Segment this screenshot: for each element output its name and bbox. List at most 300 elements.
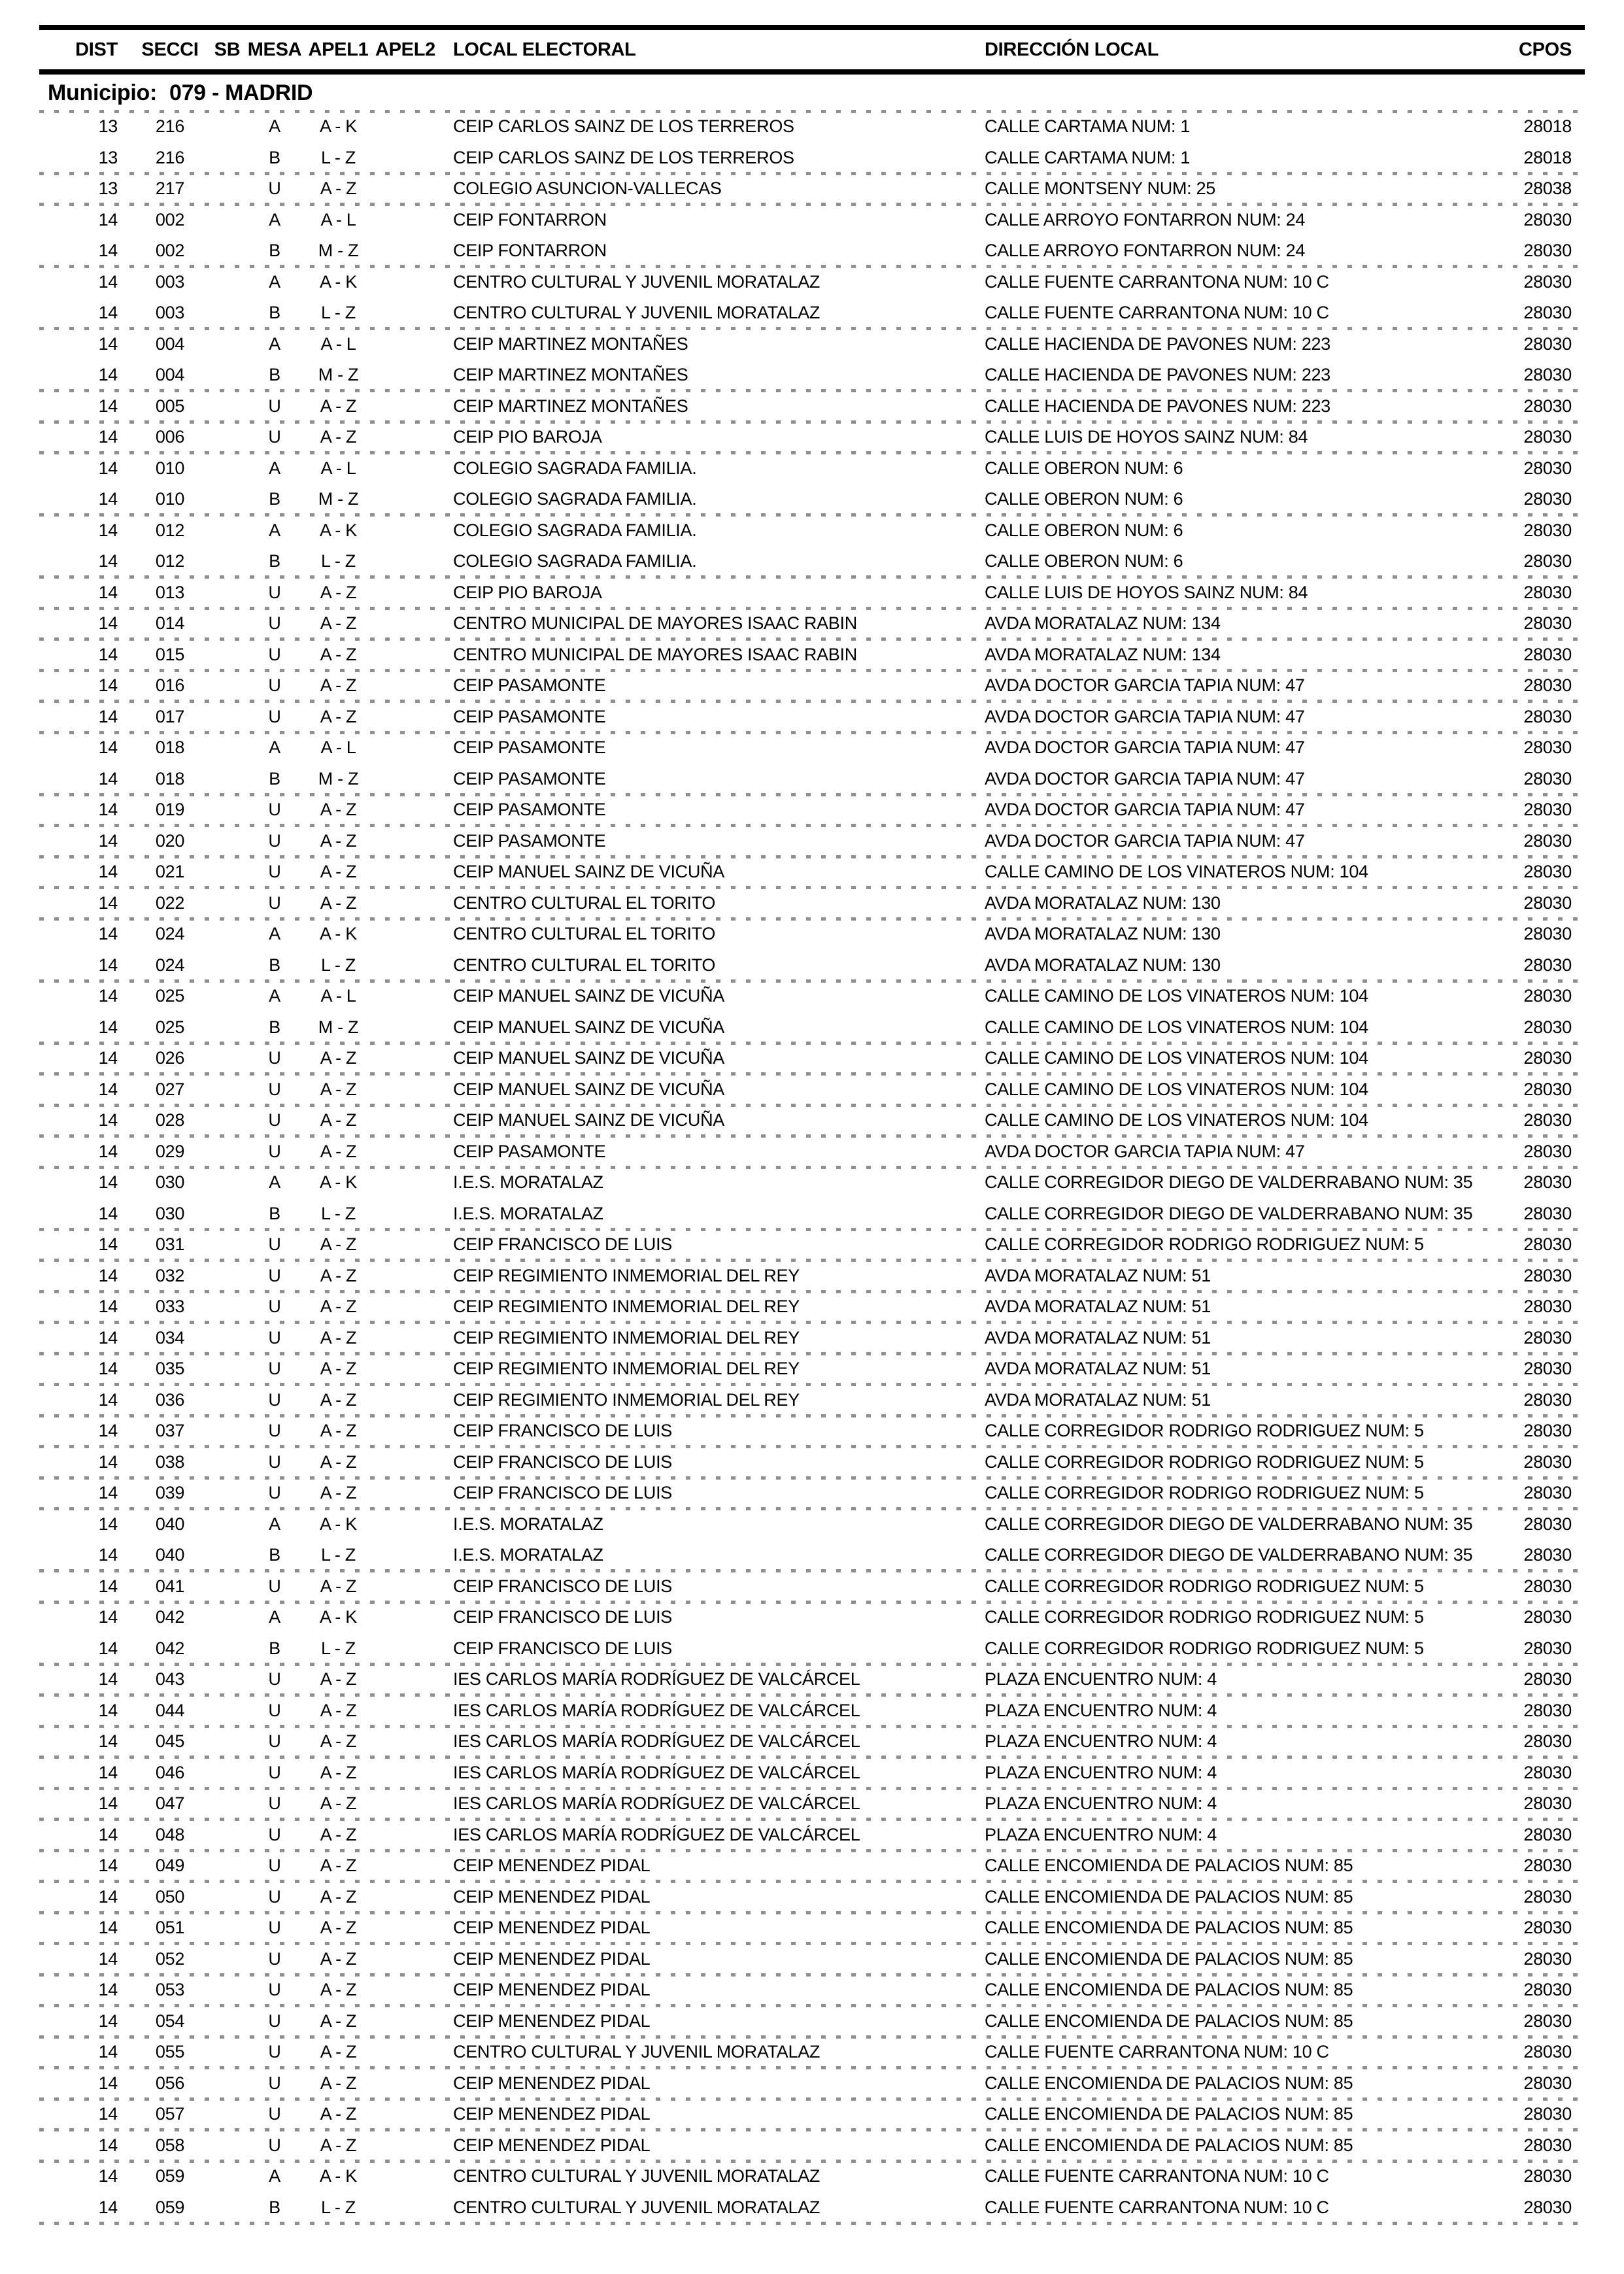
cell-secci: 045 [155,1731,185,1752]
cell-direccion: CALLE OBERON NUM: 6 [985,489,1183,509]
cell-dist: 14 [98,924,118,944]
cell-mesa: A [269,1607,280,1627]
table-row [39,143,1585,174]
cell-apel1: A - Z [320,644,357,664]
cell-direccion: CALLE ENCOMIENDA DE PALACIOS NUM: 85 [985,2104,1353,2124]
cell-apel1: A - Z [320,613,357,634]
cell-dist: 14 [98,1483,118,1503]
cell-local: CENTRO CULTURAL Y JUVENIL MORATALAZ [453,2197,820,2217]
cell-apel1: A - Z [320,1824,357,1844]
cell-cpos: 28030 [1523,458,1572,478]
table-row [39,857,1585,888]
cell-direccion: CALLE OBERON NUM: 6 [985,458,1183,478]
section-group [39,422,1585,453]
cell-mesa: U [268,613,281,634]
cell-cpos: 28030 [1523,209,1572,229]
section-group [39,1757,1585,1789]
cell-apel1: M - Z [318,241,359,261]
table-row [39,577,1585,609]
cell-dist: 14 [98,1793,118,1814]
cell-dist: 14 [98,1700,118,1720]
table-row [39,205,1585,236]
cell-cpos: 28030 [1523,365,1572,385]
cell-cpos: 28030 [1523,1048,1572,1068]
cell-local: CENTRO CULTURAL EL TORITO [453,892,716,913]
cell-dist: 14 [98,271,118,292]
cell-local: CENTRO MUNICIPAL DE MAYORES ISAAC RABIN [453,644,857,664]
table-row [39,1229,1585,1261]
cell-mesa: U [268,1576,281,1596]
cell-local: COLEGIO SAGRADA FAMILIA. [453,551,697,571]
cell-local: CEIP PIO BAROJA [453,427,602,447]
cell-dist: 14 [98,1514,118,1534]
cell-local: COLEGIO SAGRADA FAMILIA. [453,458,697,478]
cell-direccion: CALLE ENCOMIENDA DE PALACIOS NUM: 85 [985,2135,1353,2155]
col-header-local: LOCAL ELECTORAL [453,39,636,60]
cell-local: I.E.S. MORATALAZ [453,1203,603,1223]
cell-dist: 14 [98,1451,118,1472]
cell-direccion: CALLE OBERON NUM: 6 [985,551,1183,571]
cell-cpos: 28030 [1523,489,1572,509]
cell-apel1: A - Z [320,1731,357,1752]
cell-mesa: B [269,365,280,385]
section-group [39,1975,1585,2006]
section-group [39,1074,1585,1106]
cell-cpos: 28030 [1523,924,1572,944]
cell-secci: 019 [155,800,185,820]
cell-mesa: U [268,1762,281,1782]
cell-local: CENTRO CULTURAL Y JUVENIL MORATALAZ [453,271,820,292]
cell-cpos: 28030 [1523,1451,1572,1472]
cell-mesa: U [268,2073,281,2093]
section-group [39,1695,1585,1727]
listing-sheet [39,25,1585,2223]
cell-local: CEIP PASAMONTE [453,675,606,696]
col-header-dist: DIST [75,39,118,60]
section-group [39,2068,1585,2099]
cell-apel1: A - Z [320,1483,357,1503]
cell-local: CEIP REGIMIENTO INMEMORIAL DEL REY [453,1265,800,1285]
cell-apel1: A - Z [320,1297,357,1317]
cell-dist: 14 [98,613,118,634]
cell-mesa: U [268,582,281,602]
cell-direccion: CALLE CARTAMA NUM: 1 [985,116,1191,137]
col-header-direccion: DIRECCIÓN LOCAL [985,39,1159,60]
cell-cpos: 28030 [1523,2011,1572,2031]
cell-direccion: CALLE CAMINO DE LOS VINATEROS NUM: 104 [985,1017,1368,1037]
cell-mesa: U [268,1389,281,1410]
cell-secci: 003 [155,271,185,292]
cell-mesa: U [268,1483,281,1503]
cell-dist: 14 [98,520,118,540]
table-row [39,1944,1585,1975]
section-group [39,639,1585,671]
cell-mesa: U [268,1265,281,1285]
section-group [39,702,1585,733]
cell-local: IES CARLOS MARÍA RODRÍGUEZ DE VALCÁRCEL [453,1762,860,1782]
cell-local: CEIP REGIMIENTO INMEMORIAL DEL REY [453,1359,800,1379]
cell-secci: 002 [155,241,185,261]
cell-direccion: CALLE ENCOMIENDA DE PALACIOS NUM: 85 [985,1886,1353,1907]
table-row [39,1043,1585,1074]
section-group [39,1323,1585,1354]
cell-mesa: U [268,1700,281,1720]
cell-direccion: CALLE CORREGIDOR RODRIGO RODRIGUEZ NUM: 5 [985,1483,1424,1503]
cell-dist: 14 [98,862,118,882]
cell-local: IES CARLOS MARÍA RODRÍGUEZ DE VALCÁRCEL [453,1731,860,1752]
cell-mesa: U [268,1886,281,1907]
cell-mesa: A [269,924,280,944]
cell-dist: 14 [98,955,118,975]
table-row [39,2006,1585,2037]
cell-local: CEIP FRANCISCO DE LUIS [453,1638,672,1658]
cell-local: CEIP MENENDEZ PIDAL [453,1948,651,1969]
cell-mesa: U [268,1234,281,1255]
cell-direccion: PLAZA ENCUENTRO NUM: 4 [985,1669,1217,1689]
cell-secci: 020 [155,830,185,851]
cell-cpos: 28030 [1523,1669,1572,1689]
table-row [39,2192,1585,2224]
cell-dist: 13 [98,147,118,167]
cell-direccion: CALLE CORREGIDOR RODRIGO RODRIGUEZ NUM: 5 [985,1421,1424,1441]
cell-dist: 14 [98,675,118,696]
cell-direccion: CALLE ENCOMIENDA DE PALACIOS NUM: 85 [985,1856,1353,1876]
cell-dist: 14 [98,551,118,571]
cell-apel1: A - K [319,271,358,292]
cell-apel1: A - K [319,2166,358,2186]
table-row [39,1323,1585,1354]
cell-secci: 021 [155,862,185,882]
cell-mesa: A [269,520,280,540]
cell-mesa: U [268,2135,281,2155]
table-row [39,1167,1585,1198]
cell-direccion: AVDA DOCTOR GARCIA TAPIA NUM: 47 [985,1141,1305,1161]
cell-secci: 040 [155,1545,185,1565]
cell-secci: 046 [155,1762,185,1782]
cell-apel1: A - K [319,1514,358,1534]
cell-apel1: M - Z [318,489,359,509]
cell-direccion: AVDA DOCTOR GARCIA TAPIA NUM: 47 [985,706,1305,726]
table-row [39,702,1585,733]
cell-mesa: U [268,1980,281,2000]
cell-secci: 049 [155,1856,185,1876]
table-body [39,111,1585,2223]
cell-apel1: A - Z [320,1669,357,1689]
table-row [39,1261,1585,1292]
cell-cpos: 28030 [1523,2166,1572,2186]
col-header-sb: SB [214,39,241,60]
cell-cpos: 28030 [1523,1948,1572,1969]
cell-direccion: CALLE FUENTE CARRANTONA NUM: 10 C [985,2042,1329,2062]
cell-direccion: AVDA MORATALAZ NUM: 51 [985,1297,1211,1317]
cell-dist: 14 [98,2042,118,2062]
cell-secci: 059 [155,2197,185,2217]
cell-cpos: 28030 [1523,1079,1572,1099]
table-row [39,173,1585,205]
table-row [39,515,1585,547]
cell-secci: 053 [155,1980,185,2000]
cell-mesa: U [268,2104,281,2124]
cell-secci: 056 [155,2073,185,2093]
cell-dist: 14 [98,1327,118,1348]
cell-dist: 14 [98,1172,118,1193]
cell-direccion: CALLE CORREGIDOR RODRIGO RODRIGUEZ NUM: 5 [985,1451,1424,1472]
cell-cpos: 28038 [1523,178,1572,199]
cell-apel1: A - Z [320,1980,357,2000]
section-group [39,1167,1585,1229]
cell-direccion: PLAZA ENCUENTRO NUM: 4 [985,1762,1217,1782]
cell-apel1: A - Z [320,1110,357,1130]
cell-apel1: M - Z [318,768,359,789]
cell-cpos: 28030 [1523,768,1572,789]
cell-local: CEIP MARTINEZ MONTAÑES [453,333,688,354]
cell-dist: 14 [98,582,118,602]
cell-secci: 217 [155,178,185,199]
cell-local: CEIP MARTINEZ MONTAÑES [453,396,688,416]
cell-direccion: AVDA MORATALAZ NUM: 130 [985,892,1221,913]
cell-apel1: A - Z [320,427,357,447]
cell-mesa: A [269,2166,280,2186]
cell-direccion: AVDA DOCTOR GARCIA TAPIA NUM: 47 [985,800,1305,820]
cell-dist: 14 [98,489,118,509]
cell-dist: 13 [98,178,118,199]
cell-dist: 14 [98,333,118,354]
cell-mesa: U [268,1918,281,1938]
cell-cpos: 28030 [1523,1700,1572,1720]
cell-cpos: 28030 [1523,1203,1572,1223]
table-row [39,484,1585,515]
cell-secci: 016 [155,675,185,696]
cell-local: CEIP MANUEL SAINZ DE VICUÑA [453,986,724,1006]
cell-secci: 042 [155,1607,185,1627]
table-row [39,546,1585,577]
municipio-value: 079 - MADRID [169,80,313,105]
cell-mesa: U [268,2042,281,2062]
cell-dist: 14 [98,1918,118,1938]
cell-cpos: 28030 [1523,396,1572,416]
section-group [39,1136,1585,1168]
cell-secci: 058 [155,2135,185,2155]
cell-dist: 14 [98,1297,118,1317]
section-group [39,1478,1585,1509]
section-group [39,1726,1585,1757]
table-row [39,1385,1585,1416]
cell-local: CEIP MENENDEZ PIDAL [453,1980,651,2000]
cell-cpos: 28030 [1523,1576,1572,1596]
cell-local: CEIP FRANCISCO DE LUIS [453,1421,672,1441]
cell-cpos: 28030 [1523,2197,1572,2217]
cell-mesa: A [269,1514,280,1534]
cell-secci: 024 [155,955,185,975]
cell-apel1: L - Z [320,1638,356,1658]
cell-apel1: A - Z [320,892,357,913]
cell-dist: 14 [98,1110,118,1130]
cell-local: CEIP FONTARRON [453,241,607,261]
cell-direccion: AVDA DOCTOR GARCIA TAPIA NUM: 47 [985,768,1305,789]
cell-direccion: CALLE CORREGIDOR DIEGO DE VALDERRABANO NUM: 35 [985,1203,1473,1223]
cell-secci: 216 [155,147,185,167]
cell-apel1: A - K [319,520,358,540]
cell-secci: 030 [155,1203,185,1223]
cell-mesa: U [268,892,281,913]
cell-apel1: L - Z [320,1203,356,1223]
cell-dist: 14 [98,458,118,478]
cell-local: CEIP MENENDEZ PIDAL [453,2073,651,2093]
section-group [39,2161,1585,2223]
cell-dist: 14 [98,1824,118,1844]
table-row [39,329,1585,360]
cell-cpos: 28030 [1523,1327,1572,1348]
cell-local: IES CARLOS MARÍA RODRÍGUEZ DE VALCÁRCEL [453,1793,860,1814]
cell-dist: 14 [98,1265,118,1285]
cell-mesa: A [269,271,280,292]
cell-direccion: CALLE HACIENDA DE PAVONES NUM: 223 [985,396,1330,416]
cell-apel1: L - Z [320,303,356,323]
table-row [39,1602,1585,1633]
section-group [39,1447,1585,1478]
cell-apel1: A - K [319,1607,358,1627]
table-row [39,888,1585,919]
cell-cpos: 28030 [1523,551,1572,571]
table-row [39,2161,1585,2192]
section-group [39,2006,1585,2037]
table-row [39,1353,1585,1385]
cell-mesa: B [269,955,280,975]
cell-direccion: CALLE CORREGIDOR DIEGO DE VALDERRABANO NUM: 35 [985,1514,1473,1534]
table-row [39,732,1585,764]
cell-local: CEIP FRANCISCO DE LUIS [453,1234,672,1255]
cell-cpos: 28030 [1523,2135,1572,2155]
cell-mesa: B [269,1203,280,1223]
table-row [39,981,1585,1012]
cell-direccion: CALLE FUENTE CARRANTONA NUM: 10 C [985,2166,1329,2186]
cell-dist: 14 [98,1421,118,1441]
cell-local: CEIP MENENDEZ PIDAL [453,2135,651,2155]
cell-local: CEIP PIO BAROJA [453,582,602,602]
cell-direccion: CALLE ENCOMIENDA DE PALACIOS NUM: 85 [985,1918,1353,1938]
cell-secci: 031 [155,1234,185,1255]
cell-secci: 012 [155,520,185,540]
cell-local: CEIP MENENDEZ PIDAL [453,1918,651,1938]
cell-local: CENTRO CULTURAL Y JUVENIL MORATALAZ [453,303,820,323]
cell-secci: 032 [155,1265,185,1285]
cell-apel1: A - Z [320,1856,357,1876]
cell-dist: 14 [98,830,118,851]
cell-dist: 14 [98,2104,118,2124]
section-group [39,857,1585,888]
cell-cpos: 28030 [1523,1980,1572,2000]
cell-apel1: A - Z [320,2042,357,2062]
cell-apel1: A - Z [320,2073,357,2093]
cell-cpos: 28030 [1523,1172,1572,1193]
cell-cpos: 28030 [1523,1514,1572,1534]
cell-cpos: 28030 [1523,1856,1572,1876]
cell-mesa: U [268,1327,281,1348]
cell-local: CENTRO CULTURAL EL TORITO [453,955,716,975]
cell-cpos: 28030 [1523,1762,1572,1782]
cell-secci: 027 [155,1079,185,1099]
table-row [39,1788,1585,1820]
cell-cpos: 28018 [1523,116,1572,137]
cell-mesa: A [269,1172,280,1193]
cell-mesa: B [269,489,280,509]
cell-apel1: A - Z [320,1421,357,1441]
cell-dist: 14 [98,303,118,323]
cell-local: CEIP MENENDEZ PIDAL [453,2011,651,2031]
cell-direccion: CALLE HACIENDA DE PAVONES NUM: 223 [985,333,1330,354]
section-group [39,1882,1585,1913]
cell-apel1: A - Z [320,1576,357,1596]
cell-apel1: A - Z [320,2011,357,2031]
cell-direccion: CALLE CORREGIDOR RODRIGO RODRIGUEZ NUM: 5 [985,1234,1424,1255]
table-row [39,1664,1585,1695]
cell-secci: 054 [155,2011,185,2031]
section-group [39,732,1585,794]
cell-mesa: U [268,706,281,726]
cell-mesa: B [269,147,280,167]
cell-secci: 030 [155,1172,185,1193]
cell-cpos: 28030 [1523,1359,1572,1379]
cell-secci: 216 [155,116,185,137]
cell-direccion: AVDA MORATALAZ NUM: 134 [985,613,1221,634]
table-row [39,1074,1585,1106]
cell-dist: 14 [98,768,118,789]
cell-cpos: 28030 [1523,582,1572,602]
cell-mesa: U [268,1451,281,1472]
cell-secci: 006 [155,427,185,447]
cell-apel1: L - Z [320,147,356,167]
table-row [39,1540,1585,1571]
cell-secci: 033 [155,1297,185,1317]
cell-apel1: A - Z [320,396,357,416]
cell-local: COLEGIO SAGRADA FAMILIA. [453,520,697,540]
cell-mesa: U [268,1359,281,1379]
cell-cpos: 28030 [1523,1824,1572,1844]
cell-mesa: U [268,1731,281,1752]
cell-dist: 14 [98,1980,118,2000]
table-row [39,826,1585,857]
section-group [39,888,1585,919]
section-group [39,1105,1585,1136]
col-header-secci: SECCI [141,39,199,60]
cell-local: CEIP REGIMIENTO INMEMORIAL DEL REY [453,1327,800,1348]
cell-dist: 14 [98,738,118,758]
cell-direccion: AVDA MORATALAZ NUM: 51 [985,1359,1211,1379]
cell-dist: 14 [98,1886,118,1907]
table-row [39,1726,1585,1757]
section-group [39,1261,1585,1292]
cell-mesa: U [268,800,281,820]
cell-secci: 028 [155,1110,185,1130]
section-group [39,267,1585,329]
section-group [39,1944,1585,1975]
table-row [39,1850,1585,1882]
table-row [39,1820,1585,1851]
cell-mesa: U [268,1669,281,1689]
cell-mesa: B [269,551,280,571]
cell-mesa: B [269,1545,280,1565]
section-group [39,1043,1585,1074]
cell-local: CEIP MANUEL SAINZ DE VICUÑA [453,1017,724,1037]
table-row [39,2037,1585,2068]
cell-local: CEIP FRANCISCO DE LUIS [453,1576,672,1596]
section-group [39,2130,1585,2162]
cell-secci: 024 [155,924,185,944]
cell-cpos: 28030 [1523,613,1572,634]
cell-cpos: 28030 [1523,1234,1572,1255]
cell-local: IES CARLOS MARÍA RODRÍGUEZ DE VALCÁRCEL [453,1824,860,1844]
cell-mesa: U [268,1793,281,1814]
